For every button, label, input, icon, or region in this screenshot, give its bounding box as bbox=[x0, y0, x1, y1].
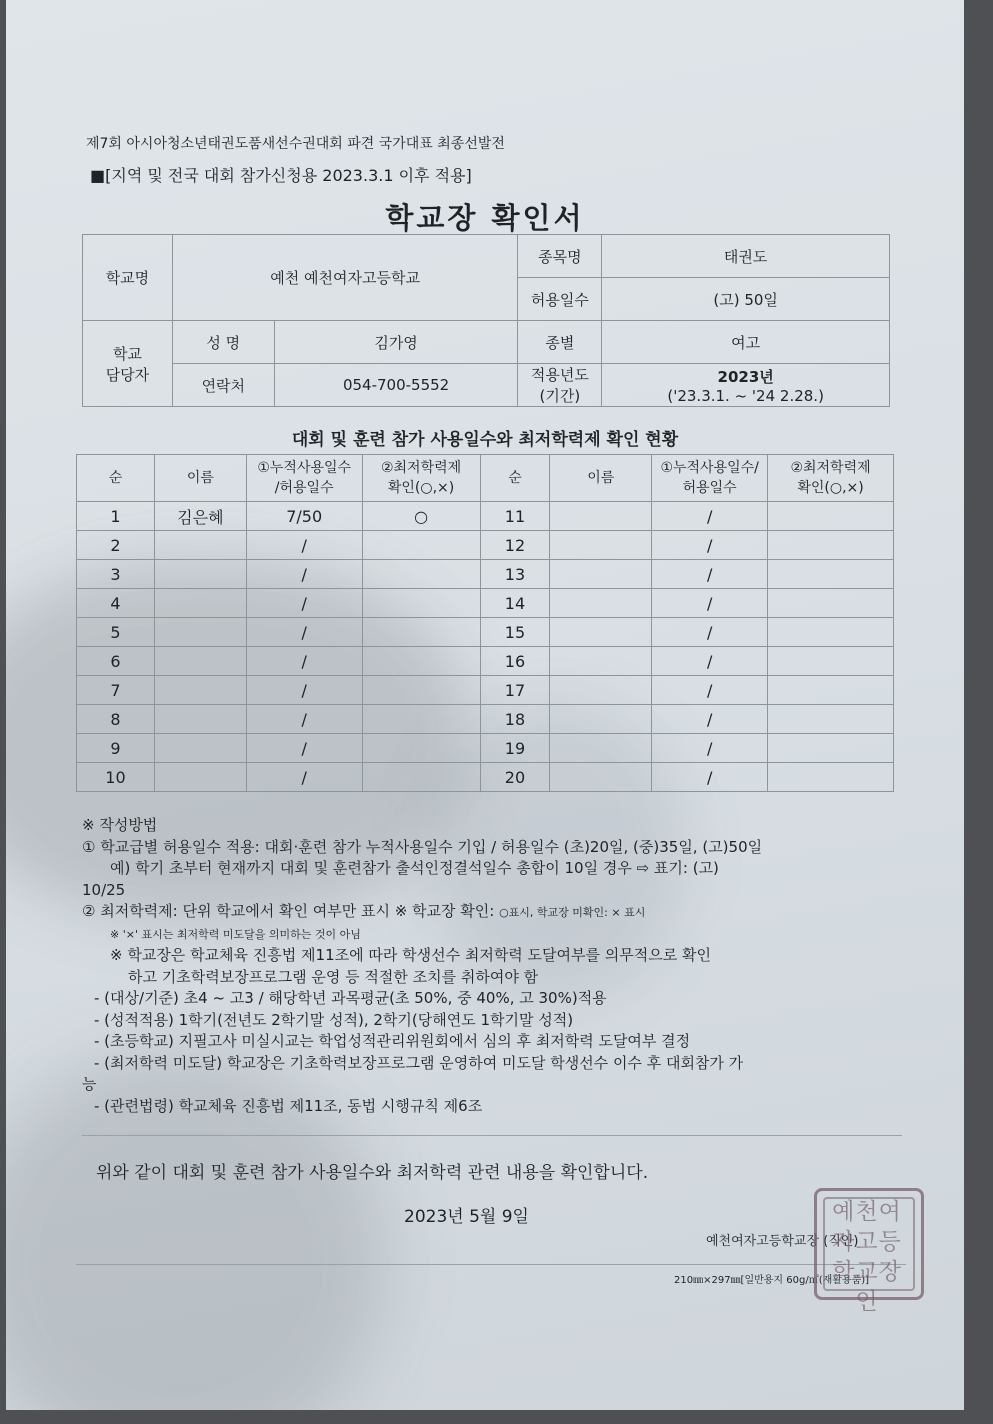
note-line: 예) 학기 초부터 현재까지 대회 및 훈련참가 출석인정결석일수 총합이 10일 경우 ⇨ 표기: (고) bbox=[110, 859, 719, 877]
divider bbox=[82, 1135, 902, 1136]
allowed-value: (고) 50일 bbox=[602, 278, 890, 321]
paper-spec: 210㎜×297㎜[일반용지 60g/㎡(재활용품)] bbox=[674, 1275, 870, 1286]
table-row: 2 / 12 / bbox=[77, 531, 894, 560]
seal-text: 예천여자고등학교장인 bbox=[832, 1199, 902, 1315]
event-name: 제7회 아시아청소년태권도품새선수권대회 파견 국가대표 최종선발전 bbox=[86, 136, 505, 152]
note-line: 능 bbox=[82, 1075, 97, 1093]
event-label: 종목명 bbox=[518, 235, 602, 278]
table-header-row bbox=[77, 455, 894, 502]
note-line: 10/25 bbox=[82, 880, 126, 899]
year-label: 적용년도 (기간) bbox=[518, 364, 602, 407]
principal-signature: 예천여자고등학교장 (직인) bbox=[706, 1234, 859, 1249]
staff-label: 학교 담당자 bbox=[83, 321, 173, 407]
note-line: 하고 기초학력보장프로그램 운영 등 적절한 조치를 취하여야 함 bbox=[128, 967, 539, 986]
header-name: 이름 bbox=[154, 455, 246, 502]
header-days-2: ①누적사용일수/ 허용일수 bbox=[652, 455, 768, 502]
school-info-table bbox=[82, 234, 890, 407]
header-days: ①누적사용일수 /허용일수 bbox=[246, 455, 362, 502]
instructions bbox=[82, 815, 902, 1117]
header-min-2: ②최저학력제 확인(○,×) bbox=[768, 455, 894, 502]
table-row: 5 / 15 / bbox=[77, 618, 894, 647]
notes-heading: ※ 작성방법 bbox=[82, 816, 158, 834]
table-row: 10 / 20 / bbox=[77, 763, 894, 792]
table-row: 7 / 17 / bbox=[77, 676, 894, 705]
usage-table bbox=[76, 454, 894, 792]
school-value: 예천 예천여자고등학교 bbox=[172, 235, 518, 321]
allowed-label: 허용일수 bbox=[518, 278, 602, 321]
gender-label: 종별 bbox=[518, 321, 602, 364]
name-label: 성 명 bbox=[172, 321, 274, 364]
name-value: 김가영 bbox=[274, 321, 518, 364]
note-line: - (대상/기준) 초4 ~ 고3 / 해당학년 과목평균(초 50%, 중 40%, 고 30%)적용 bbox=[94, 989, 607, 1007]
table-row: 3 / 13 / bbox=[77, 560, 894, 589]
issue-date: 2023년 5월 9일 bbox=[404, 1207, 529, 1227]
section-title: 대회 및 훈련 참가 사용일수와 최저학력제 확인 현황 bbox=[291, 430, 679, 450]
event-value: 태권도 bbox=[602, 235, 890, 278]
document-page bbox=[6, 0, 964, 1410]
header-no: 순 bbox=[77, 455, 155, 502]
table-row: 4 / 14 / bbox=[77, 589, 894, 618]
school-label: 학교명 bbox=[83, 235, 173, 321]
table-row: 6 / 16 / bbox=[77, 647, 894, 676]
table-row: 1 김은혜 7/50 ○ 11 / bbox=[77, 502, 894, 531]
year-value: 2023년 ('23.3.1. ~ '24 2.28.) bbox=[602, 364, 890, 407]
note-line: ① 학교급별 허용일수 적용: 대회·훈련 참가 누적사용일수 기입 / 허용일수 (초)20일, (중)35일, (고)50일 bbox=[82, 837, 763, 856]
confirmation-text: 위와 같이 대회 및 훈련 참가 사용일수와 최저학력 관련 내용을 확인합니다. bbox=[96, 1163, 649, 1183]
official-seal-stamp bbox=[814, 1188, 924, 1315]
note-line: - (관련법령) 학교체육 진흥법 제11조, 동법 시행규칙 제6조 bbox=[94, 1096, 483, 1115]
divider bbox=[76, 1264, 906, 1265]
contact-label: 연락처 bbox=[172, 364, 274, 407]
note-line: ② 최저학력제: 단위 학교에서 확인 여부만 표시 ※ 학교장 확인: ○표시, 학교장 미확인: × 표시 bbox=[82, 902, 646, 920]
form-subtitle: ■[지역 및 전국 대회 참가신청용 2023.3.1 이후 적용] bbox=[90, 166, 472, 185]
note-line: - (초등학교) 지필고사 미실시교는 학업성적관리위원회에서 심의 후 최저학력 도달여부 결정 bbox=[94, 1032, 691, 1050]
contact-value: 054-700-5552 bbox=[274, 364, 518, 407]
gender-value: 여고 bbox=[602, 321, 890, 364]
note-line: ※ 학교장은 학교체육 진흥법 제11조에 따라 학생선수 최저학력 도달여부를 의무적으로 확인 bbox=[110, 946, 711, 964]
note-line: ※ '×' 표시는 최저학력 미도달을 의미하는 것이 아님 bbox=[110, 927, 361, 941]
header-min: ②최저학력제 확인(○,×) bbox=[362, 455, 480, 502]
header-name-2: 이름 bbox=[550, 455, 652, 502]
page-title: 학교장 확인서 bbox=[385, 201, 585, 235]
table-row: 9 / 19 / bbox=[77, 734, 894, 763]
note-line: - (최저학력 미도달) 학교장은 기초학력보장프로그램 운영하여 미도달 학생선수 이수 후 대회참가 가 bbox=[94, 1053, 744, 1072]
header-no-2: 순 bbox=[480, 455, 550, 502]
table-row: 8 / 18 / bbox=[77, 705, 894, 734]
note-line: - (성적적용) 1학기(전년도 2학기말 성적), 2학기(당해연도 1학기말 성적) bbox=[94, 1010, 574, 1029]
